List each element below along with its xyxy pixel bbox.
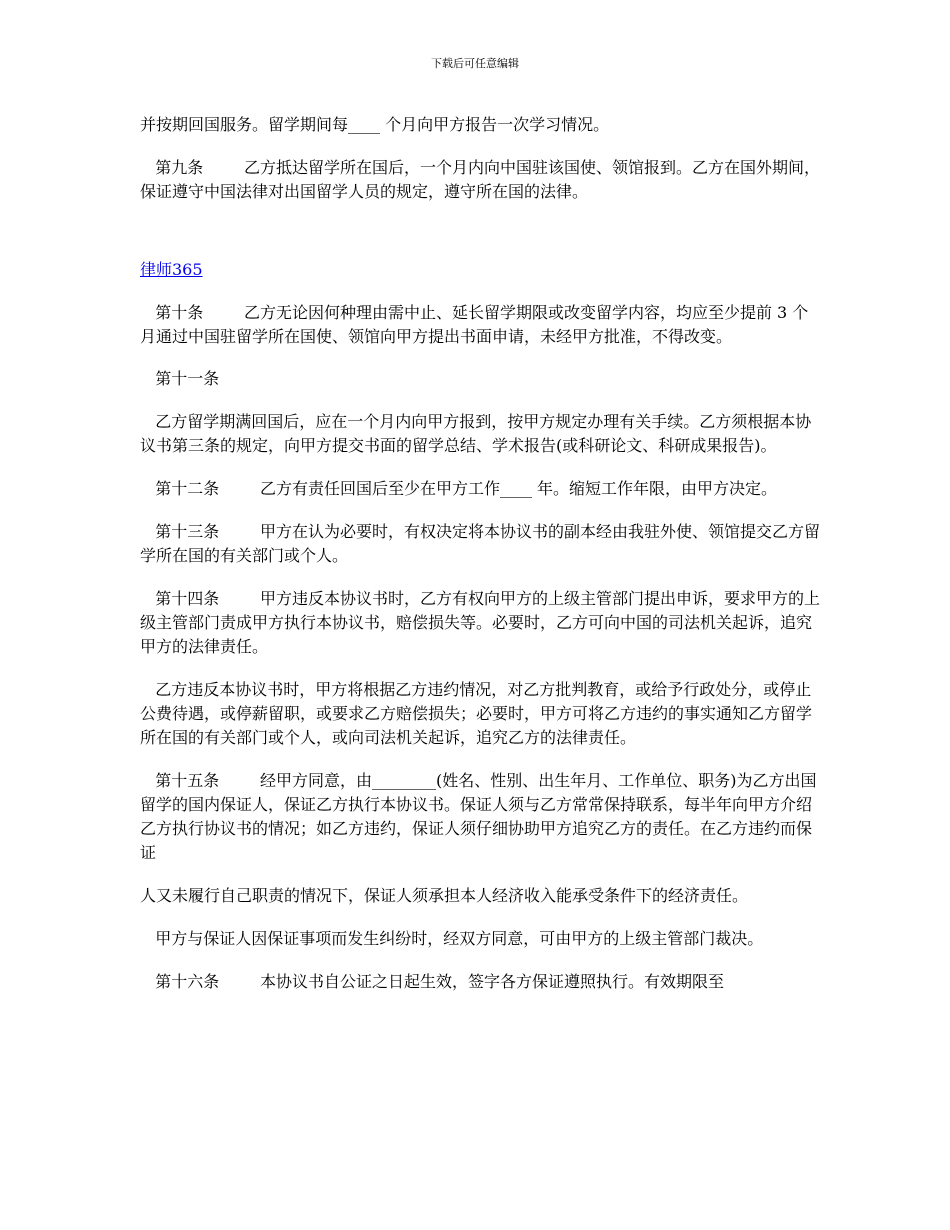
article-11-title: 第十一条: [140, 369, 220, 388]
lawyer-365-link[interactable]: 律师365: [140, 260, 203, 279]
article-12: 第十二条 乙方有责任回国后至少在甲方工作____ 年。缩短工作年限，由甲方决定。: [140, 479, 778, 498]
article-14: 第十四条 甲方违反本协议书时，乙方有权向甲方的上级主管部门提出申诉，要求甲方的上级主管部门责成甲方执行本协议书，赔偿损失等。必要时，乙方可向中国的司法机关起诉，追究甲方的法律责任。: [140, 589, 820, 656]
article-15-continued: 人又未履行自己职责的情况下，保证人须承担本人经济收入能承受条件下的经济责任。: [140, 886, 749, 905]
article-14-party-b: 乙方违反本协议书时，甲方将根据乙方违约情况，对乙方批判教育，或给予行政处分，或停止公费待遇，或停薪留职，或要求乙方赔偿损失；必要时，甲方可将乙方违约的事实通知乙方留学所在国的有关部门或个人，或向司法机关起诉，追究乙方的法律责任。: [140, 680, 813, 747]
guarantor-dispute: 甲方与保证人因保证事项而发生纠纷时，经双方同意，可由甲方的上级主管部门裁决。: [140, 929, 764, 948]
article-9: 第九条 乙方抵达留学所在国后，一个月内向中国驻该国使、领馆报到。乙方在国外期间，保证遵守中国法律对出国留学人员的规定，遵守所在国的法律。: [140, 158, 820, 201]
paragraph-1: 并按期回国服务。留学期间每____ 个月向甲方报告一次学习情况。: [140, 115, 610, 134]
article-11-body: 乙方留学期满回国后，应在一个月内向甲方报到，按甲方规定办理有关手续。乙方须根据本协议书第三条的规定，向甲方提交书面的留学总结、学术报告(或科研论文、科研成果报告)。: [140, 412, 812, 455]
article-15: 第十五条 经甲方同意，由________(姓名、性别、出生年月、工作单位、职务)为乙方出国留学的国内保证人，保证乙方执行本协议书。保证人须与乙方常常保持联系，每半年向甲方介绍乙方执行协议书的情况；如乙方违约，保证人须仔细协助甲方追究乙方的责任。在乙方违约而保证: [140, 771, 817, 862]
lawyer-link-row: [140, 258, 820, 282]
article-13: 第十三条 甲方在认为必要时，有权决定将本协议书的副本经由我驻外使、领馆提交乙方留学所在国的有关部门或个人。: [140, 522, 820, 565]
document-body: [140, 113, 820, 994]
page-header: 下载后可任意编辑: [431, 57, 519, 70]
article-16: 第十六条 本协议书自公证之日起生效，签字各方保证遵照执行。有效期限至: [140, 972, 724, 991]
article-10: 第十条 乙方无论因何种理由需中止、延长留学期限或改变留学内容，均应至少提前 3 个月通过中国驻留学所在国使、领馆向甲方提出书面申请，未经甲方批准，不得改变。: [140, 303, 809, 346]
